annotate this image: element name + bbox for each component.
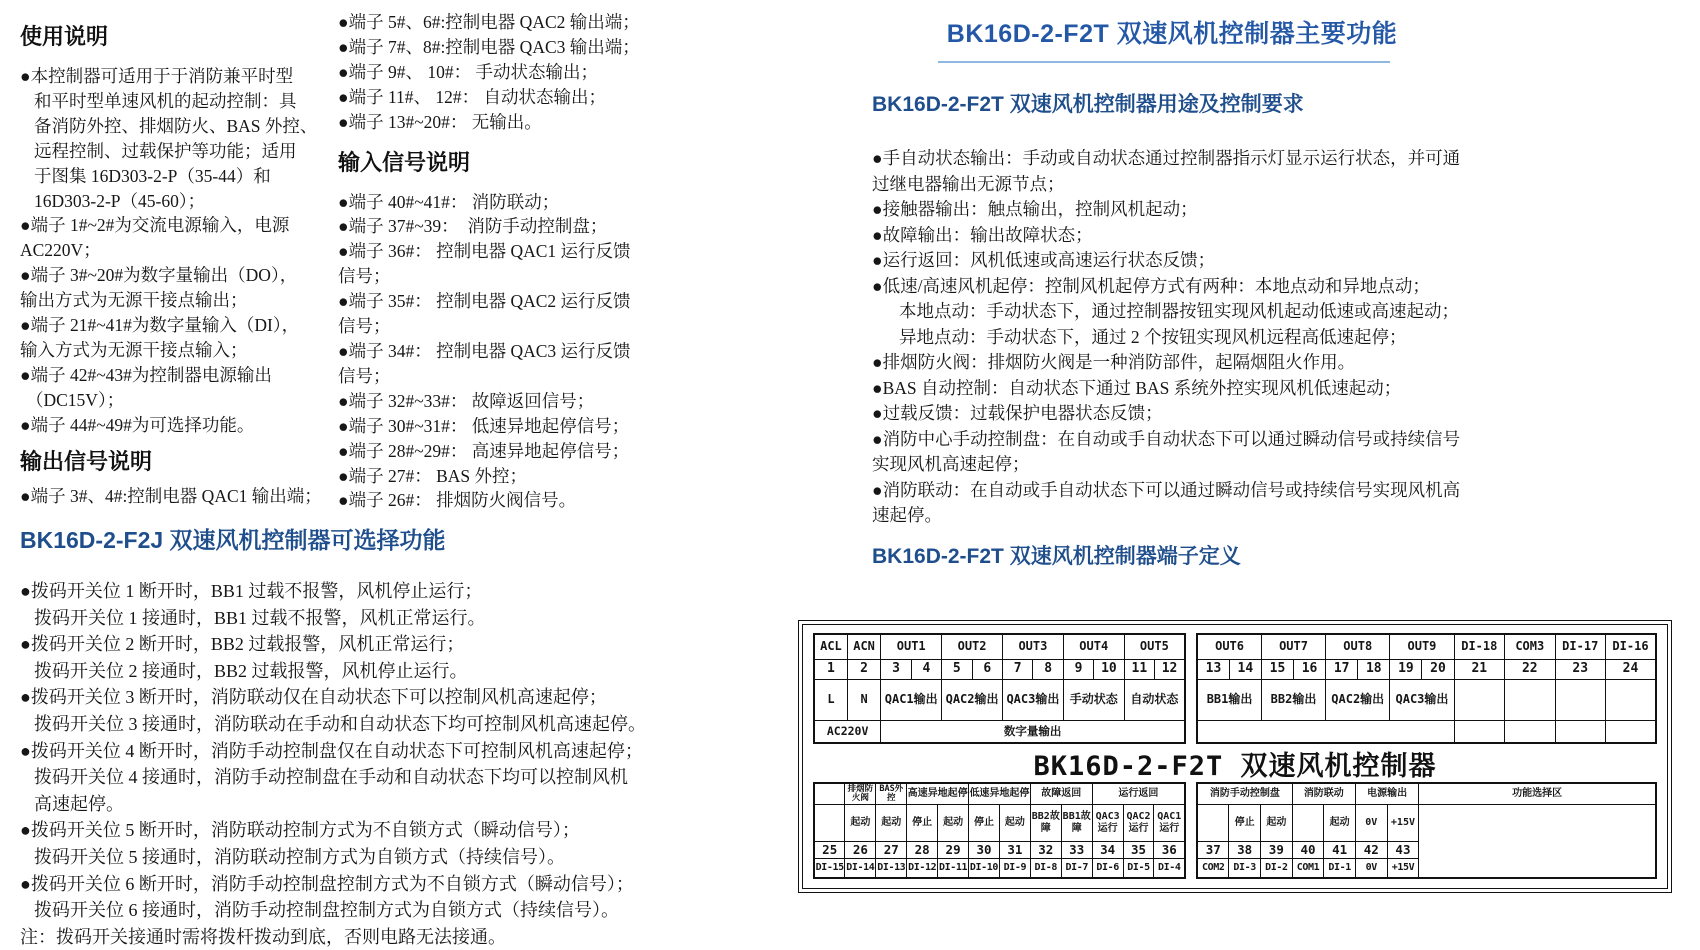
text-line: ●端子 27#： BAS 外控； bbox=[338, 465, 527, 486]
terminal-cell bbox=[814, 783, 845, 804]
terminal-cell: 起动 bbox=[999, 804, 1030, 841]
terminal-cell: DI-4 bbox=[1154, 858, 1185, 878]
terminal-table-bottom-row bbox=[813, 782, 1657, 879]
terminal-cell: QAC3输出 bbox=[1002, 679, 1063, 720]
text-line: 拨码开关位 3 接通时，消防联动在手动和自动状态下均可控制风机高速起停。 bbox=[34, 713, 646, 734]
terminal-cell: DI-10 bbox=[969, 858, 1000, 878]
terminal-cell: 手动状态 bbox=[1063, 679, 1124, 720]
text-line: 本地点动：手动状态下，通过控制器按钮实现风机起动低速或高速起动； bbox=[899, 301, 1459, 321]
terminal-cell bbox=[1555, 720, 1605, 743]
text-line: ●端子 3#、4#:控制电器 QAC1 输出端； bbox=[20, 485, 322, 506]
text-line: ●消防联动：在自动或手自动状态下可以通过瞬动信号或持续信号实现风机高 bbox=[872, 479, 1461, 500]
text-line: 注：拨码开关接通时需将拨杆拨动到底，否则电路无法接通。 bbox=[20, 926, 506, 947]
left-column-2 bbox=[338, 0, 678, 513]
terminal-cell: L bbox=[814, 679, 847, 720]
terminal-cell: 0V bbox=[1355, 858, 1387, 878]
terminal-cell: 25 bbox=[814, 841, 845, 858]
terminal-cell: BB1故障 bbox=[1061, 804, 1092, 841]
terminal-cell bbox=[1197, 804, 1229, 841]
terminal-cell bbox=[1555, 679, 1605, 720]
terminal-cell: DI-5 bbox=[1123, 858, 1154, 878]
terminal-cell: 21 bbox=[1454, 659, 1504, 679]
terminal-cell: DI-9 bbox=[999, 858, 1030, 878]
text-line: 拨码开关位 1 接通时，BB1 过载不报警，风机正常运行。 bbox=[34, 607, 486, 628]
terminal-block-top-left bbox=[813, 633, 1186, 744]
terminal-cell: 30 bbox=[969, 841, 1000, 858]
terminal-cell: 电源输出 bbox=[1355, 783, 1418, 804]
terminal-cell: DI-16 bbox=[1605, 634, 1656, 659]
terminal-cell: QAC1运行 bbox=[1154, 804, 1185, 841]
text-line: ●端子 35#： 控制电器 QAC2 运行反馈 bbox=[338, 291, 631, 312]
text-line: ●端子 5#、6#:控制电器 QAC2 输出端； bbox=[338, 12, 640, 32]
text-line: 16D303-2-P（45-60）； bbox=[34, 190, 206, 211]
terminal-cell: 7 bbox=[1002, 659, 1032, 679]
terminal-cell: OUT5 bbox=[1124, 634, 1185, 659]
terminal-cell: DI-14 bbox=[845, 858, 876, 878]
terminal-cell: 停止 bbox=[907, 804, 938, 841]
text-line: 和平时型单速风机的起动控制：具 bbox=[34, 90, 297, 111]
terminal-cell: 41 bbox=[1324, 841, 1356, 858]
terminal-block-bottom-right bbox=[1196, 782, 1657, 879]
terminal-grid bbox=[1196, 633, 1657, 744]
text-line: ●端子 42#~43#为控制器电源输出 bbox=[20, 364, 272, 385]
terminal-grid bbox=[813, 782, 1186, 879]
output-signals-heading: 输出信号说明 bbox=[20, 448, 153, 474]
text-line: ●拨码开关位 1 断开时，BB1 过载不报警，风机停止运行； bbox=[20, 581, 483, 601]
text-line: 信号； bbox=[338, 266, 391, 287]
terminal-cell: +15V bbox=[1387, 858, 1419, 878]
text-line: 高速起停。 bbox=[34, 793, 124, 814]
terminal-cell: 5 bbox=[942, 659, 972, 679]
terminal-cell: BAS外控 bbox=[876, 783, 907, 804]
text-line: ●端子 26#： 排烟防火阀信号。 bbox=[338, 490, 577, 511]
usage-heading: 使用说明 bbox=[20, 24, 109, 49]
terminal-cell: 故障返回 bbox=[1030, 783, 1092, 804]
terminal-cell: OUT6 bbox=[1197, 634, 1261, 659]
text-line: ●拨码开关位 2 断开时，BB2 过载报警，风机正常运行； bbox=[20, 634, 465, 655]
text-line: ●端子 1#~2#为交流电源输入，电源 bbox=[20, 215, 290, 236]
text-line: ●端子 3#~20#为数字量输出（DO）， bbox=[20, 265, 298, 286]
terminal-cell: 自动状态 bbox=[1124, 679, 1185, 720]
terminal-cell: 停止 bbox=[969, 804, 1000, 841]
terminal-cell: 运行返回 bbox=[1092, 783, 1185, 804]
terminal-cell: 12 bbox=[1155, 659, 1185, 679]
text-line: ●端子 34#： 控制电器 QAC3 运行反馈 bbox=[338, 340, 631, 361]
terminal-cell: 4 bbox=[911, 659, 941, 679]
terminal-cell: 起动 bbox=[845, 804, 876, 841]
terminal-cell: 1 bbox=[814, 659, 847, 679]
terminal-cell: OUT9 bbox=[1390, 634, 1454, 659]
text-line: 速起停。 bbox=[872, 505, 942, 525]
text-line: 拨码开关位 2 接通时，BB2 过载报警，风机停止运行。 bbox=[34, 660, 468, 681]
input-signals-text bbox=[338, 190, 678, 514]
terminal-cell: DI-6 bbox=[1092, 858, 1123, 878]
terminal-cell: 23 bbox=[1555, 659, 1605, 679]
terminal-cell: 28 bbox=[907, 841, 938, 858]
text-line: ●手自动状态输出：手动或自动状态通过控制器指示灯显示运行状态，并可通 bbox=[872, 148, 1461, 168]
terminal-cell: 6 bbox=[972, 659, 1002, 679]
page-title: BK16D-2-F2T 双速风机控制器主要功能 bbox=[946, 20, 1398, 48]
text-line: 备消防外控、排烟防火、BAS 外控、 bbox=[34, 115, 318, 136]
terminal-cell: 排烟防火阀 bbox=[845, 783, 876, 804]
terminal-cell bbox=[1505, 720, 1555, 743]
terminal-cell: DI-1 bbox=[1324, 858, 1356, 878]
terminal-definition-heading: BK16D-2-F2T 双速风机控制器端子定义 bbox=[872, 545, 1241, 568]
terminal-cell: 34 bbox=[1092, 841, 1123, 858]
terminal-cell: QAC2输出 bbox=[942, 679, 1003, 720]
terminal-cell: QAC2运行 bbox=[1123, 804, 1154, 841]
input-signals-heading: 输入信号说明 bbox=[338, 149, 471, 175]
terminal-cell: 37 bbox=[1197, 841, 1229, 858]
text-line: ●接触器输出：触点输出，控制风机起动； bbox=[872, 199, 1198, 219]
terminal-cell: 26 bbox=[845, 841, 876, 858]
terminal-cell: 高速异地起停 bbox=[907, 783, 969, 804]
terminal-cell: OUT4 bbox=[1063, 634, 1124, 659]
terminal-cell: 24 bbox=[1605, 659, 1656, 679]
usage-requirements-text bbox=[872, 146, 1460, 529]
terminal-cell: 22 bbox=[1505, 659, 1555, 679]
terminal-cell: COM1 bbox=[1292, 858, 1324, 878]
terminal-cell: 消防手动控制盘 bbox=[1197, 783, 1292, 804]
right-page bbox=[798, 0, 1678, 946]
text-line: 于图集 16D303-2-P（35-44）和 bbox=[34, 165, 271, 186]
terminal-cell: 停止 bbox=[1229, 804, 1261, 841]
terminal-cell: DI-12 bbox=[907, 858, 938, 878]
terminal-cell: 31 bbox=[999, 841, 1030, 858]
text-line: 拨码开关位 5 接通时，消防联动控制方式为自锁方式（持续信号）。 bbox=[34, 846, 565, 867]
terminal-grid bbox=[813, 633, 1186, 744]
terminal-cell: +15V bbox=[1387, 804, 1419, 841]
terminal-cell: 33 bbox=[1061, 841, 1092, 858]
terminal-cell: OUT3 bbox=[1002, 634, 1063, 659]
terminal-cell: 17 bbox=[1326, 659, 1358, 679]
text-line: ●端子 13#~20#： 无输出。 bbox=[338, 111, 542, 132]
terminal-cell: 功能选择区 bbox=[1419, 783, 1656, 804]
text-line: （DC15V）； bbox=[26, 389, 125, 410]
text-line: 异地点动：手动状态下，通过 2 个按钮实现风机远程高低速起停； bbox=[899, 326, 1407, 347]
terminal-cell: DI-15 bbox=[814, 858, 845, 878]
text-line: 拨码开关位 6 接通时，消防手动控制盘控制方式为自锁方式（持续信号）。 bbox=[34, 900, 619, 921]
terminal-cell: 10 bbox=[1094, 659, 1124, 679]
terminal-cell: QAC3运行 bbox=[1092, 804, 1123, 841]
terminal-cell: DI-2 bbox=[1261, 858, 1293, 878]
text-line: ●故障输出：输出故障状态； bbox=[872, 224, 1093, 245]
terminal-cell: 38 bbox=[1229, 841, 1261, 858]
text-line: ●端子 28#~29#： 高速异地起停信号； bbox=[338, 440, 630, 461]
terminal-cell: 18 bbox=[1358, 659, 1390, 679]
terminal-table-top-row bbox=[813, 633, 1657, 744]
terminal-cell: 43 bbox=[1387, 841, 1419, 858]
terminal-cell: DI-3 bbox=[1229, 858, 1261, 878]
terminal-cell: 起动 bbox=[876, 804, 907, 841]
left-two-columns bbox=[20, 0, 700, 513]
f2j-optional-functions-text bbox=[20, 578, 646, 950]
usage-text bbox=[20, 64, 338, 438]
terminal-cell bbox=[1605, 720, 1656, 743]
terminal-cell: QAC2输出 bbox=[1326, 679, 1390, 720]
terminal-cell: N bbox=[847, 679, 880, 720]
output-signals-text-continued bbox=[338, 10, 678, 135]
text-line: ●过载反馈：过载保护电器状态反馈； bbox=[872, 403, 1163, 423]
terminal-cell bbox=[1197, 720, 1454, 743]
terminal-cell: COM2 bbox=[1197, 858, 1229, 878]
terminal-cell bbox=[814, 804, 845, 841]
text-line: ●端子 40#~41#： 消防联动； bbox=[338, 191, 560, 212]
f2j-optional-functions-heading: BK16D-2-F2J 双速风机控制器可选择功能 bbox=[20, 527, 446, 553]
usage-requirements-heading: BK16D-2-F2T 双速风机控制器用途及控制要求 bbox=[872, 93, 1304, 116]
title-underline-rule bbox=[938, 61, 1390, 63]
terminal-cell bbox=[1505, 679, 1555, 720]
terminal-cell: DI-17 bbox=[1555, 634, 1605, 659]
terminal-cell: 起动 bbox=[938, 804, 969, 841]
text-line: ●端子 11#、 12#： 自动状态输出； bbox=[338, 86, 607, 107]
terminal-cell: 27 bbox=[876, 841, 907, 858]
terminal-cell: 15 bbox=[1261, 659, 1293, 679]
terminal-grid bbox=[1196, 782, 1657, 879]
terminal-cell: OUT1 bbox=[881, 634, 942, 659]
terminal-cell: OUT2 bbox=[942, 634, 1003, 659]
terminal-cell: DI-18 bbox=[1454, 634, 1504, 659]
terminal-cell bbox=[1454, 679, 1504, 720]
terminal-cell: DI-8 bbox=[1030, 858, 1061, 878]
terminal-cell: OUT8 bbox=[1326, 634, 1390, 659]
terminal-block-top-right bbox=[1196, 633, 1657, 744]
text-line: ●端子 37#~39： 消防手动控制盘； bbox=[338, 216, 608, 237]
terminal-cell: COM3 bbox=[1505, 634, 1555, 659]
text-line: 信号； bbox=[338, 316, 391, 337]
text-line: ●端子 9#、 10#： 手动状态输出； bbox=[338, 61, 598, 82]
terminal-cell: DI-11 bbox=[938, 858, 969, 878]
text-line: ●排烟防火阀：排烟防火阀是一种消防部件，起隔烟阻火作用。 bbox=[872, 352, 1356, 372]
text-line: AC220V； bbox=[20, 240, 101, 261]
terminal-cell: 14 bbox=[1229, 659, 1261, 679]
terminal-cell: DI-7 bbox=[1061, 858, 1092, 878]
terminal-cell: 低速异地起停 bbox=[969, 783, 1031, 804]
terminal-block-bottom-left bbox=[813, 782, 1186, 879]
text-line: 拨码开关位 4 接通时，消防手动控制盘在手动和自动状态下均可以控制风机 bbox=[34, 767, 628, 788]
text-line: ●端子 7#、8#:控制电器 QAC3 输出端； bbox=[338, 36, 640, 57]
terminal-cell: 起动 bbox=[1261, 804, 1293, 841]
left-page bbox=[20, 0, 700, 946]
text-line: ●端子 36#： 控制电器 QAC1 运行反馈 bbox=[338, 241, 631, 262]
terminal-cell: 8 bbox=[1033, 659, 1063, 679]
terminal-cell: 起动 bbox=[1324, 804, 1356, 841]
terminal-cell: 40 bbox=[1292, 841, 1324, 858]
terminal-cell: 29 bbox=[938, 841, 969, 858]
text-line: ●拨码开关位 3 断开时，消防联动仅在自动状态下可以控制风机高速起停； bbox=[20, 687, 607, 708]
text-line: ●端子 21#~41#为数字量输入（DI）， bbox=[20, 315, 300, 336]
terminal-table-inner-frame bbox=[802, 624, 1668, 889]
terminal-cell: 20 bbox=[1422, 659, 1454, 679]
terminal-cell: 36 bbox=[1154, 841, 1185, 858]
text-line: 过继电器输出无源节点； bbox=[872, 173, 1065, 194]
text-line: 输入方式为无源干接点输入； bbox=[20, 339, 248, 360]
terminal-cell: 消防联动 bbox=[1292, 783, 1355, 804]
terminal-cell bbox=[1454, 720, 1504, 743]
terminal-cell: ACL bbox=[814, 634, 847, 659]
text-line: ●拨码开关位 6 断开时，消防手动控制盘控制方式为不自锁方式（瞬动信号）； bbox=[20, 873, 634, 894]
terminal-cell: 32 bbox=[1030, 841, 1061, 858]
terminal-cell: 35 bbox=[1123, 841, 1154, 858]
terminal-cell: ACN bbox=[847, 634, 880, 659]
terminal-definition-table bbox=[798, 620, 1672, 893]
text-line: 远程控制、过载保护等功能；适用 bbox=[34, 140, 297, 161]
terminal-cell: BB2输出 bbox=[1261, 679, 1325, 720]
terminal-cell: 3 bbox=[881, 659, 911, 679]
text-line: ●低速/高速风机起停：控制风机起停方式有两种：本地点动和异地点动； bbox=[872, 275, 1430, 296]
output-signals-text bbox=[20, 484, 338, 509]
terminal-cell: 42 bbox=[1355, 841, 1387, 858]
text-line: ●端子 44#~49#为可选择功能。 bbox=[20, 414, 255, 435]
text-line: ●消防中心手动控制盘：在自动或手自动状态下可以通过瞬动信号或持续信号 bbox=[872, 428, 1461, 449]
terminal-cell: 9 bbox=[1063, 659, 1093, 679]
text-line: ●本控制器可适用于于消防兼平时型 bbox=[20, 66, 294, 86]
terminal-cell: 13 bbox=[1197, 659, 1229, 679]
text-line: 输出方式为无源干接点输出； bbox=[20, 290, 248, 311]
text-line: ●BAS 自动控制：自动状态下通过 BAS 系统外控实现风机低速起动； bbox=[872, 377, 1402, 398]
terminal-cell: 16 bbox=[1294, 659, 1326, 679]
left-column-1 bbox=[20, 0, 338, 513]
terminal-cell: 19 bbox=[1390, 659, 1422, 679]
terminal-cell: QAC1输出 bbox=[881, 679, 942, 720]
terminal-cell bbox=[1419, 804, 1656, 878]
controller-model-title: BK16D-2-F2T 双速风机控制器 bbox=[1033, 750, 1437, 782]
terminal-cell: AC220V bbox=[814, 720, 881, 743]
terminal-cell bbox=[1292, 804, 1324, 841]
terminal-cell bbox=[1605, 679, 1656, 720]
terminal-cell: QAC3输出 bbox=[1390, 679, 1454, 720]
text-line: ●端子 32#~33#： 故障返回信号； bbox=[338, 390, 595, 411]
terminal-cell: DI-13 bbox=[876, 858, 907, 878]
text-line: ●拨码开关位 5 断开时，消防联动控制方式为不自锁方式（瞬动信号）； bbox=[20, 820, 580, 841]
terminal-cell: 0V bbox=[1355, 804, 1387, 841]
text-line: 实现风机高速起停； bbox=[872, 454, 1030, 474]
terminal-cell: BB2故障 bbox=[1030, 804, 1061, 841]
terminal-cell: OUT7 bbox=[1261, 634, 1325, 659]
text-line: ●运行返回：风机低速或高速运行状态反馈； bbox=[872, 250, 1216, 270]
terminal-cell: 39 bbox=[1261, 841, 1293, 858]
terminal-cell: BB1输出 bbox=[1197, 679, 1261, 720]
terminal-cell: 2 bbox=[847, 659, 880, 679]
terminal-cell: 11 bbox=[1124, 659, 1154, 679]
text-line: ●端子 30#~31#： 低速异地起停信号； bbox=[338, 415, 630, 436]
text-line: ●拨码开关位 4 断开时，消防手动控制盘仅在自动状态下可控制风机高速起停； bbox=[20, 740, 643, 761]
terminal-cell: 数字量输出 bbox=[881, 720, 1185, 743]
text-line: 信号； bbox=[338, 365, 391, 386]
